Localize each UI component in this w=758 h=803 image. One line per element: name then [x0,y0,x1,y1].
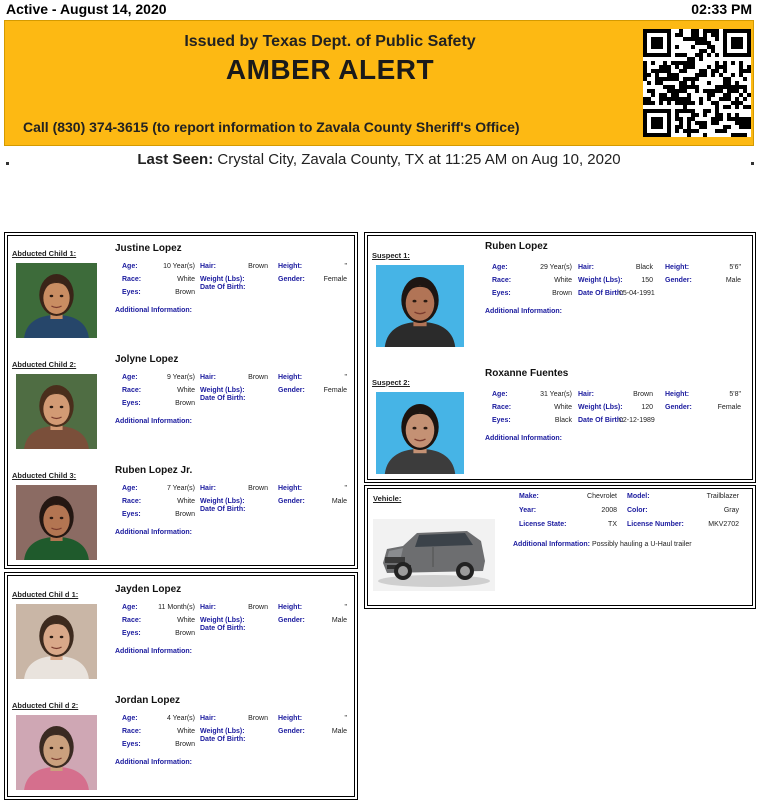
gender-label: Gender: [278,387,305,394]
person-name: Jordan Lopez [115,695,181,706]
divider-dot [751,162,754,165]
race-value: White [554,277,572,284]
race-label: Race: [122,617,142,624]
dob-value: 05-04-1991 [619,290,655,297]
additional-info-label: Additional Information: [115,759,192,766]
gender-value: Male [331,617,347,624]
weight-value: 150 [641,277,653,284]
height-value: " [344,374,347,381]
gender-label: Gender: [278,498,305,505]
height-value: " [344,263,347,270]
additional-info-label: Additional Information: [485,308,562,315]
height-label: Height: [278,374,303,381]
dob-label: Date Of Birth: [200,625,246,632]
year-label: Year: [519,507,537,514]
person-name: Justine Lopez [115,243,182,254]
suspects-panel [364,232,756,483]
additional-info-label: Additional Information: [115,307,192,314]
weight-label: Weight (Lbs): [200,276,245,283]
hair-value: Brown [248,374,268,381]
role-label: Suspect 1: [372,251,410,260]
last-seen [0,151,758,168]
age-label: Age: [492,264,508,271]
license-number-label: License Number: [627,521,684,528]
child-photo [16,263,97,338]
age-label: Age: [122,485,138,492]
eyes-value: Brown [175,289,195,296]
suspect-entry [365,364,755,474]
child-entry [5,688,357,798]
eyes-value: Black [554,417,572,424]
child-photo [16,374,97,449]
last-seen-text: Crystal City, Zavala County, TX at 11:25 AM on Aug 10, 2020 [217,151,621,168]
issued-by: Issued by Texas Dept. of Public Safety [184,33,476,50]
eyes-value: Brown [175,741,195,748]
vehicle-additional-info [513,541,692,548]
age-value: 10 Year(s) [163,263,195,270]
weight-label: Weight (Lbs): [578,404,623,411]
make-value: Chevrolet [587,493,617,500]
eyes-label: Eyes: [122,289,141,296]
additional-info-label: Additional Information: [115,648,192,655]
age-value: 9 Year(s) [166,374,195,381]
eyes-label: Eyes: [122,400,141,407]
model-value: Trailblazer [706,493,739,500]
gender-value: Male [331,498,347,505]
role-label: Abducted Chil d 2: [12,701,79,710]
status-bar [6,1,754,19]
license-state-label: License State: [519,521,567,528]
height-label: Height: [278,715,303,722]
hair-label: Hair: [578,391,594,398]
license-number-value: MKV2702 [708,521,739,528]
child-entry [5,236,357,346]
hair-value: Brown [248,485,268,492]
height-label: Height: [665,264,690,271]
weight-label: Weight (Lbs): [200,728,245,735]
age-value: 7 Year(s) [166,485,195,492]
race-value: White [177,498,195,505]
hair-label: Hair: [200,715,216,722]
gender-label: Gender: [665,277,692,284]
vehicle-photo [373,519,495,591]
person-name: Ruben Lopez Jr. [115,465,193,476]
hair-label: Hair: [578,264,594,271]
weight-label: Weight (Lbs): [200,617,245,624]
eyes-label: Eyes: [492,417,511,424]
hair-value: Brown [248,715,268,722]
eyes-value: Brown [175,511,195,518]
age-value: 29 Year(s) [540,264,572,271]
dob-value: 02-12-1989 [619,417,655,424]
age-label: Age: [122,374,138,381]
hair-label: Hair: [200,485,216,492]
race-value: White [554,404,572,411]
divider-dot [6,162,9,165]
role-label: Abducted Child 2: [12,360,77,369]
alert-status: Active - August 14, 2020 [6,1,167,17]
age-value: 11 Month(s) [158,604,195,611]
weight-label: Weight (Lbs): [578,277,623,284]
height-label: Height: [278,604,303,611]
dob-label: Date Of Birth: [200,284,246,291]
gender-value: Female [323,387,347,394]
age-label: Age: [122,715,138,722]
role-label: Abducted Child 3: [12,471,77,480]
suspect-entry [365,237,755,347]
height-label: Height: [278,263,303,270]
vehicle-addl-value: Possibly hauling a U-Haul trailer [591,541,692,548]
gender-value: Male [331,728,347,735]
race-value: White [177,728,195,735]
eyes-label: Eyes: [122,630,141,637]
color-label: Color: [627,507,648,514]
call-info: Call (830) 374-3615 (to report information to Zavala County Sheriff's Office) [23,119,520,135]
role-label: Abducted Chil d 1: [12,590,79,599]
race-value: White [177,387,195,394]
hair-label: Hair: [200,374,216,381]
last-seen-label: Last Seen: [137,151,214,168]
child-entry [5,577,357,687]
year-value: 2008 [601,507,617,514]
additional-info-label: Additional Information: [115,418,192,425]
gender-label: Gender: [278,617,305,624]
children-panel-1 [4,232,358,569]
height-value: 5'8" [729,391,741,398]
weight-label: Weight (Lbs): [200,498,245,505]
gender-label: Gender: [665,404,692,411]
race-label: Race: [122,387,142,394]
child-photo [16,715,97,790]
dob-label: Date Of Birth: [578,417,624,424]
eyes-value: Brown [552,290,572,297]
race-label: Race: [122,728,142,735]
children-panel-2 [4,572,358,800]
hair-value: Brown [248,263,268,270]
additional-info-label: Additional Information: [485,435,562,442]
role-label: Abducted Child 1: [12,249,77,258]
race-value: White [177,276,195,283]
child-entry [5,347,357,457]
person-name: Ruben Lopez [485,241,548,252]
child-entry [5,458,357,568]
gender-label: Gender: [278,276,305,283]
make-label: Make: [519,493,539,500]
hair-value: Brown [633,391,653,398]
amber-banner [4,20,754,146]
age-label: Age: [492,391,508,398]
child-photo [16,604,97,679]
person-name: Roxanne Fuentes [485,368,569,379]
role-label: Suspect 2: [372,378,410,387]
hair-value: Brown [248,604,268,611]
weight-label: Weight (Lbs): [200,387,245,394]
dob-label: Date Of Birth: [578,290,624,297]
race-label: Race: [122,498,142,505]
eyes-label: Eyes: [492,290,511,297]
dob-label: Date Of Birth: [200,736,246,743]
gender-value: Female [323,276,347,283]
qr-code[interactable] [643,29,751,137]
license-state-value: TX [608,521,617,528]
additional-info-label: Additional Information: [115,529,192,536]
race-label: Race: [122,276,142,283]
model-label: Model: [627,493,650,500]
suspect-photo [376,265,464,347]
gender-value: Male [725,277,741,284]
suspect-photo [376,392,464,474]
gender-value: Female [717,404,741,411]
alert-title: AMBER ALERT [225,54,435,85]
eyes-label: Eyes: [122,511,141,518]
vehicle-panel [364,485,756,609]
race-value: White [177,617,195,624]
child-photo [16,485,97,560]
race-label: Race: [492,277,512,284]
alert-time: 02:33 PM [691,1,752,17]
height-value: " [344,604,347,611]
color-value: Gray [723,507,739,514]
weight-value: 120 [641,404,653,411]
hair-label: Hair: [200,263,216,270]
age-value: 31 Year(s) [540,391,572,398]
gender-label: Gender: [278,728,305,735]
hair-value: Black [635,264,653,271]
age-label: Age: [122,263,138,270]
race-label: Race: [492,404,512,411]
height-value: " [344,485,347,492]
vehicle-label: Vehicle: [373,494,402,503]
age-value: 4 Year(s) [166,715,195,722]
height-value: 5'6" [729,264,741,271]
vehicle-addl-label: Additional Information: [513,541,590,548]
height-label: Height: [665,391,690,398]
age-label: Age: [122,604,138,611]
dob-label: Date Of Birth: [200,395,246,402]
eyes-value: Brown [175,630,195,637]
person-name: Jolyne Lopez [115,354,179,365]
person-name: Jayden Lopez [115,584,182,595]
height-label: Height: [278,485,303,492]
dob-label: Date Of Birth: [200,506,246,513]
hair-label: Hair: [200,604,216,611]
eyes-label: Eyes: [122,741,141,748]
height-value: " [344,715,347,722]
eyes-value: Brown [175,400,195,407]
